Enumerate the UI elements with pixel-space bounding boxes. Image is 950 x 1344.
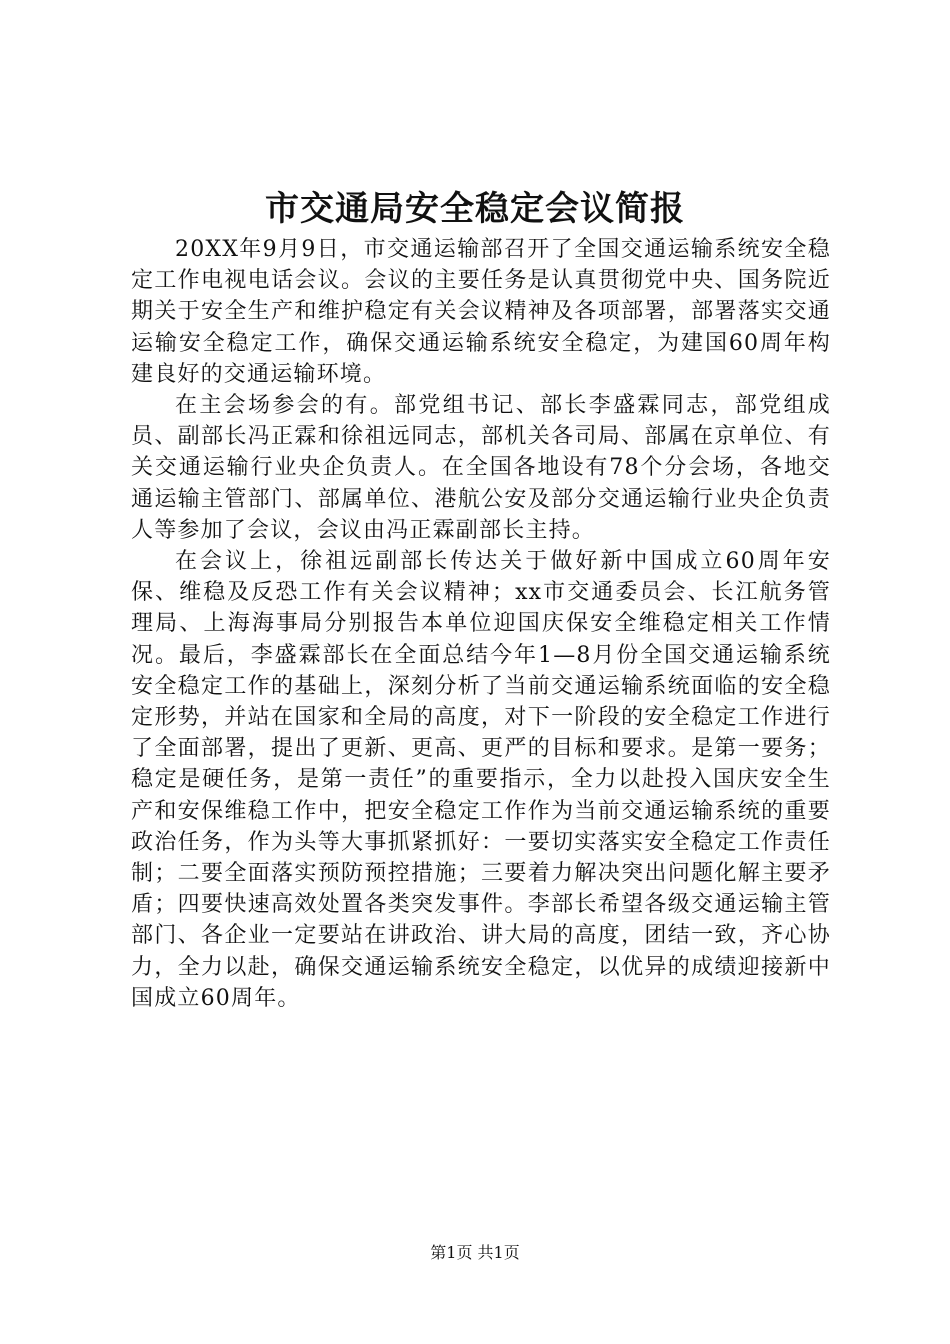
paragraph-2: 在主会场参会的有。部党组书记、部长李盛霖同志，部党组成员、副部长冯正霖和徐祖远同志，部机关各司局、部属在京单位、有关交通运输行业央企负责人。在全国各地设有78个分会场，各地交通运输主管部门、部属单位、港航公安及部分交通运输行业央企负责人等参加了会议，会议由冯正霖副部长主持。 xyxy=(131,393,831,543)
document-title: 市交通局安全稳定会议简报 xyxy=(265,189,685,229)
document-body xyxy=(131,234,831,1014)
paragraph-3: 在会议上，徐祖远副部长传达关于做好新中国成立60周年安保、维稳及反恐工作有关会议精神；xx市交通委员会、长江航务管理局、上海海事局分别报告本单位迎国庆保安全维稳定相关工作情况。最后，李盛霖部长在全面总结今年1—8月份全国交通运输系统安全稳定工作的基础上，深刻分析了当前交通运输系统面临的安全稳定形势，并站在国家和全局的高度，对下一阶段的安全稳定工作进行了全面部署，提出了更新、更高、更严的目标和要求。是第一要务；稳定是硬任务，是第一责任”的重要指示，全力以赴投入国庆安全生产和安保维稳工作中，把安全稳定工作作为当前交通运输系统的重要政治任务，作为头等大事抓紧抓好：一要切实落实安全稳定工作责任制；二要全面落实预防预控措施；三要着力解决突出问题化解主要矛盾；四要快速高效处置各类突发事件。李部长希望各级交通运输主管部门、各企业一定要站在讲政治、讲大局的高度，团结一致，齐心协力，全力以赴，确保交通运输系统安全稳定，以优异的成绩迎接新中国成立60周年。 xyxy=(131,549,831,1011)
paragraph-1: 20XX年9月9日，市交通运输部召开了全国交通运输系统安全稳定工作电视电话会议。会议的主要任务是认真贯彻党中央、国务院近期关于安全生产和维护稳定有关会议精神及各项部署，部署落实交通运输安全稳定工作，确保交通运输系统安全稳定，为建国60周年构建良好的交通运输环境。 xyxy=(131,237,831,387)
page-number-footer: 第1页 共1页 xyxy=(430,1243,520,1262)
